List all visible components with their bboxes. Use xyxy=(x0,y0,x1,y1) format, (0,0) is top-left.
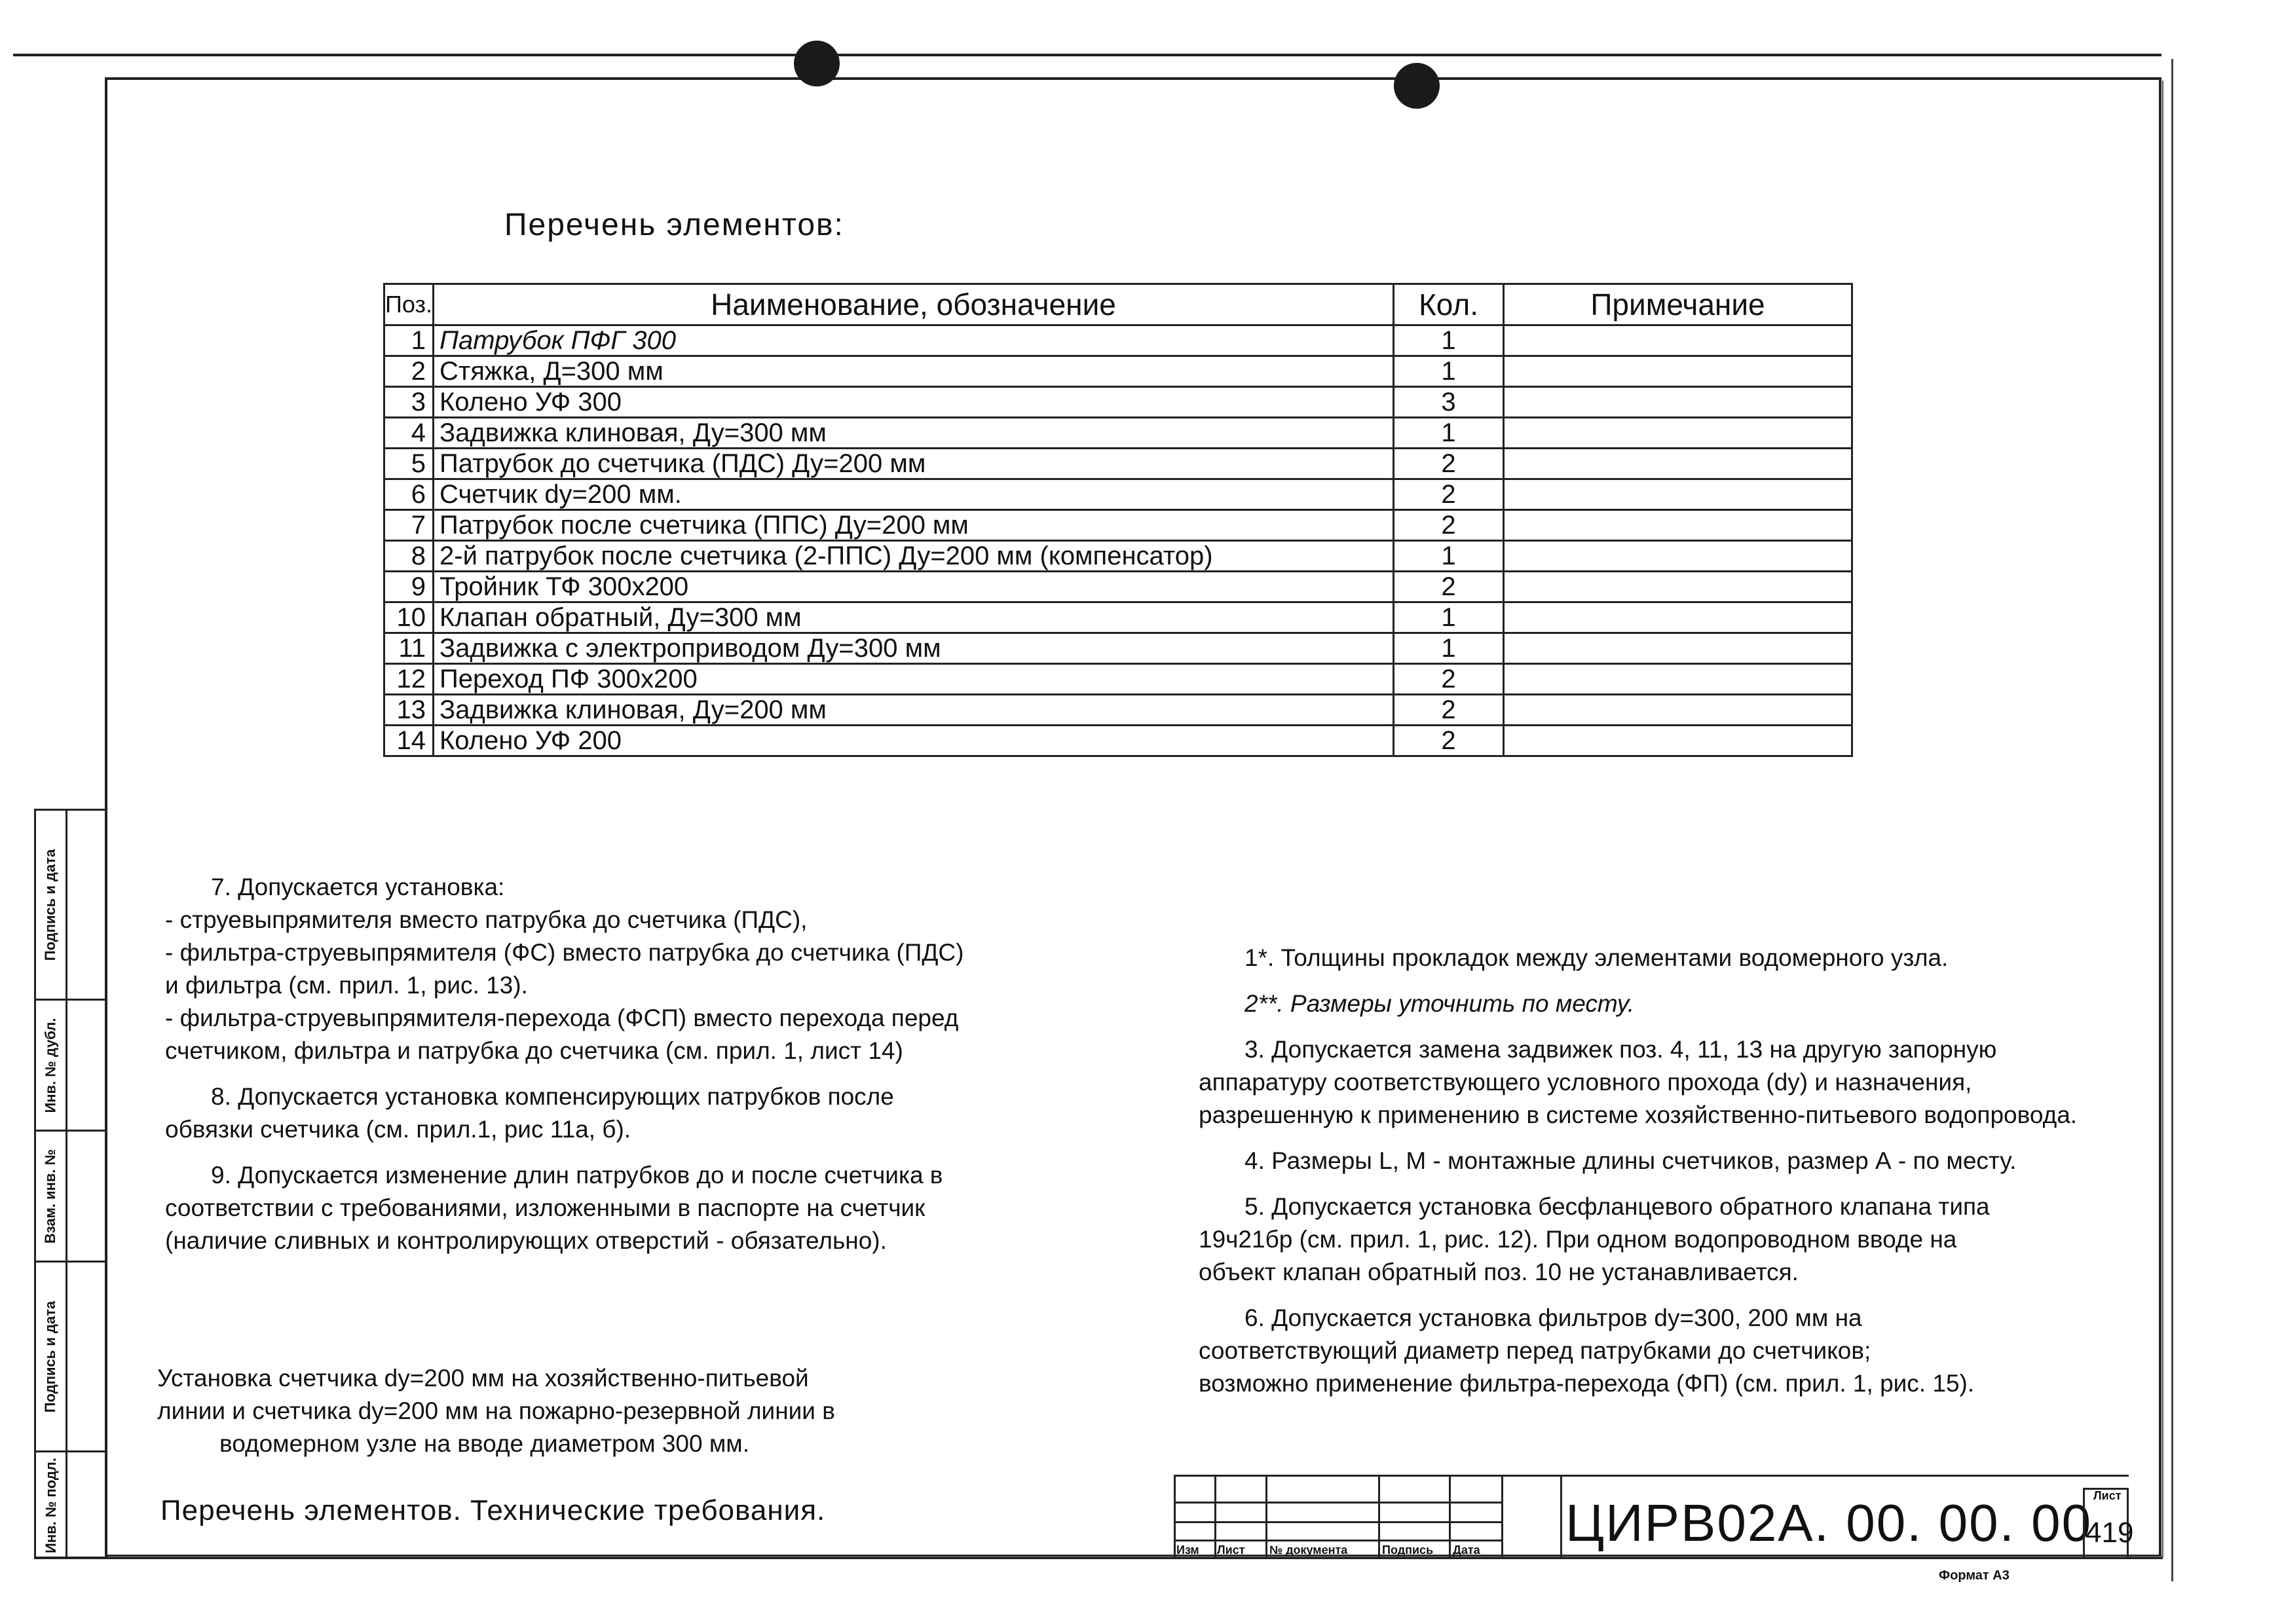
cell-qty: 2 xyxy=(1394,572,1504,602)
table-row xyxy=(384,726,1852,756)
note-6-line2: соответствующий диаметр перед патрубками до счетчиков; xyxy=(1199,1337,1871,1364)
note-6-line3: возможно применение фильтра-перехода (ФП) (см. прил. 1, рис. 15). xyxy=(1199,1370,1975,1397)
cell-note xyxy=(1504,572,1852,602)
note-1: 1*. Толщины прокладок между элементами водомерного узла. xyxy=(1244,944,1949,971)
header-name: Наименование, обозначение xyxy=(434,284,1394,325)
cell-name: Тройник ТФ 300х200 xyxy=(434,572,1394,602)
cell-name: Переход ПФ 300х200 xyxy=(434,664,1394,695)
cell-pos: 1 xyxy=(384,325,434,356)
caption-line3: водомерном узле на вводе диаметром 300 мм. xyxy=(219,1430,749,1457)
right-notes xyxy=(1199,942,2142,1413)
table-row xyxy=(384,602,1852,633)
cell-name: Патрубок ПФГ 300 xyxy=(434,325,1394,356)
note-5-line3: объект клапан обратный поз. 10 не устанавливается. xyxy=(1199,1259,1799,1285)
table-row xyxy=(384,356,1852,387)
cell-name: Клапан обратный, Ду=300 мм xyxy=(434,602,1394,633)
cell-pos: 8 xyxy=(384,541,434,572)
cell-qty: 2 xyxy=(1394,510,1504,541)
document-number: ЦИРВ02А. 00. 00. 00 xyxy=(1565,1494,2093,1552)
cell-name: Задвижка с электроприводом Ду=300 мм xyxy=(434,633,1394,664)
table-row xyxy=(384,633,1852,664)
strip-label: Взам. инв. № xyxy=(42,1149,59,1244)
cell-pos: 14 xyxy=(384,726,434,756)
cell-note xyxy=(1504,510,1852,541)
format-label: Формат А3 xyxy=(1939,1568,2010,1583)
drawing-caption xyxy=(157,1362,943,1460)
cell-pos: 7 xyxy=(384,510,434,541)
note-3-line1: 3. Допускается замена задвижек поз. 4, 11, 13 на другую запорную xyxy=(1244,1036,1997,1063)
cell-note xyxy=(1504,387,1852,418)
side-strip xyxy=(34,809,105,1559)
sheet-title: Перечень элементов. Технические требования. xyxy=(160,1494,826,1526)
cell-note xyxy=(1504,695,1852,726)
note-8-line2: обвязки счетчика (см. прил.1, рис 11а, б). xyxy=(165,1116,631,1143)
cell-qty: 1 xyxy=(1394,633,1504,664)
sheet-number: 419 xyxy=(2086,1517,2134,1549)
outer-right-line xyxy=(2171,59,2173,1581)
sheet-label: Лист xyxy=(2093,1489,2122,1502)
cell-qty: 3 xyxy=(1394,387,1504,418)
cell-pos: 11 xyxy=(384,633,434,664)
stamp-col-list: Лист xyxy=(1217,1543,1245,1557)
stamp-col-sign: Подпись xyxy=(1382,1543,1434,1557)
cell-note xyxy=(1504,664,1852,695)
header-qty: Кол. xyxy=(1394,284,1504,325)
note-7-c2: счетчиком, фильтра и патрубка до счетчика (см. прил. 1, лист 14) xyxy=(165,1037,903,1064)
table-header-row xyxy=(384,284,1852,325)
table-row xyxy=(384,325,1852,356)
cell-name: Колено УФ 300 xyxy=(434,387,1394,418)
note-9-line2: соответствии с требованиями, изложенными в паспорте на счетчик xyxy=(165,1194,926,1221)
note-7-c1: - фильтра-струевыпрямителя-перехода (ФСП) вместо перехода перед xyxy=(165,1005,959,1031)
note-2: 2**. Размеры уточнить по месту. xyxy=(1244,990,1635,1017)
cell-note xyxy=(1504,541,1852,572)
strip-cell-inv-podl xyxy=(36,1452,105,1559)
strip-cell-sign-date-2 xyxy=(36,1263,105,1452)
cell-qty: 1 xyxy=(1394,602,1504,633)
table-row xyxy=(384,695,1852,726)
table-row xyxy=(384,572,1852,602)
cell-name: Колено УФ 200 xyxy=(434,726,1394,756)
bottom-border-line xyxy=(34,1557,2163,1559)
cell-qty: 2 xyxy=(1394,726,1504,756)
cell-qty: 2 xyxy=(1394,449,1504,479)
cell-note xyxy=(1504,479,1852,510)
strip-cell-sign-date-1 xyxy=(36,811,105,1001)
note-4: 4. Размеры L, M - монтажные длины счетчиков, размер А - по месту. xyxy=(1244,1147,2017,1174)
note-3-line3: разрешенную к применению в системе хозяйственно-питьевого водопровода. xyxy=(1199,1101,2078,1128)
table-row xyxy=(384,479,1852,510)
note-6-line1: 6. Допускается установка фильтров dy=300, 200 мм на xyxy=(1244,1304,1862,1331)
stamp-col-izm: Изм xyxy=(1176,1543,1199,1557)
cell-note xyxy=(1504,356,1852,387)
top-border-line xyxy=(13,54,2161,56)
cell-pos: 5 xyxy=(384,449,434,479)
strip-cell-vzam-inv xyxy=(36,1132,105,1263)
cell-pos: 9 xyxy=(384,572,434,602)
note-5-line2: 19ч21бр (см. прил. 1, рис. 12). При одном водопроводном вводе на xyxy=(1199,1226,1957,1253)
caption-line2: линии и счетчика dy=200 мм на пожарно-резервной линии в xyxy=(157,1397,835,1424)
note-7-b1: - фильтра-струевыпрямителя (ФС) вместо патрубка до счетчика (ПДС) xyxy=(165,939,964,966)
cell-qty: 1 xyxy=(1394,325,1504,356)
cell-name: Задвижка клиновая, Ду=300 мм xyxy=(434,418,1394,449)
cell-qty: 1 xyxy=(1394,541,1504,572)
note-9-line1: 9. Допускается изменение длин патрубков до и после счетчика в xyxy=(211,1162,943,1189)
strip-label: Подпись и дата xyxy=(42,849,59,961)
stamp-col-doc: № документа xyxy=(1269,1543,1348,1557)
punch-hole-left xyxy=(794,41,840,86)
cell-note xyxy=(1504,726,1852,756)
cell-pos: 4 xyxy=(384,418,434,449)
note-7-b2: и фильтра (см. прил. 1, рис. 13). xyxy=(165,972,528,999)
note-5-line1: 5. Допускается установка бесфланцевого обратного клапана типа xyxy=(1244,1193,1990,1220)
caption-line1: Установка счетчика dy=200 мм на хозяйственно-питьевой xyxy=(157,1365,809,1392)
cell-qty: 1 xyxy=(1394,356,1504,387)
note-9-line3: (наличие сливных и контролирующих отверстий - обязательно). xyxy=(165,1227,887,1254)
cell-qty: 2 xyxy=(1394,695,1504,726)
page-title: Перечень элементов: xyxy=(504,208,844,242)
punch-hole-right xyxy=(1394,63,1440,109)
table-row xyxy=(384,449,1852,479)
strip-label: Инв. № подл. xyxy=(42,1458,59,1553)
cell-note xyxy=(1504,418,1852,449)
cell-pos: 6 xyxy=(384,479,434,510)
table-row xyxy=(384,418,1852,449)
cell-name: Патрубок после счетчика (ППС) Ду=200 мм xyxy=(434,510,1394,541)
cell-pos: 13 xyxy=(384,695,434,726)
cell-name: Стяжка, Д=300 мм xyxy=(434,356,1394,387)
table-row xyxy=(384,664,1852,695)
strip-cell-inv-dubl xyxy=(36,1001,105,1132)
table-row xyxy=(384,510,1852,541)
cell-note xyxy=(1504,449,1852,479)
header-pos: Поз. xyxy=(384,284,434,325)
stamp-col-date: Дата xyxy=(1453,1543,1480,1557)
cell-note xyxy=(1504,325,1852,356)
strip-label: Инв. № дубл. xyxy=(42,1017,59,1113)
cell-name: Патрубок до счетчика (ПДС) Ду=200 мм xyxy=(434,449,1394,479)
note-7-a: - струевыпрямителя вместо патрубка до счетчика (ПДС), xyxy=(165,906,808,933)
table-row xyxy=(384,541,1852,572)
cell-pos: 3 xyxy=(384,387,434,418)
cell-name: 2-й патрубок после счетчика (2-ППС) Ду=200 мм (компенсатор) xyxy=(434,541,1394,572)
cell-note xyxy=(1504,602,1852,633)
elements-table xyxy=(383,283,1853,757)
cell-note xyxy=(1504,633,1852,664)
note-3-line2: аппаратуру соответствующего условного прохода (dy) и назначения, xyxy=(1199,1069,1972,1096)
note-7-title: 7. Допускается установка: xyxy=(211,874,505,900)
cell-qty: 2 xyxy=(1394,479,1504,510)
cell-pos: 2 xyxy=(384,356,434,387)
cell-pos: 10 xyxy=(384,602,434,633)
cell-qty: 1 xyxy=(1394,418,1504,449)
cell-name: Счетчик dy=200 мм. xyxy=(434,479,1394,510)
cell-pos: 12 xyxy=(384,664,434,695)
table-row xyxy=(384,387,1852,418)
cell-name: Задвижка клиновая, Ду=200 мм xyxy=(434,695,1394,726)
cell-qty: 2 xyxy=(1394,664,1504,695)
strip-label: Подпись и дата xyxy=(42,1301,59,1412)
note-8-line1: 8. Допускается установка компенсирующих патрубков после xyxy=(211,1083,894,1110)
left-notes xyxy=(165,871,1095,1270)
header-note: Примечание xyxy=(1504,284,1852,325)
